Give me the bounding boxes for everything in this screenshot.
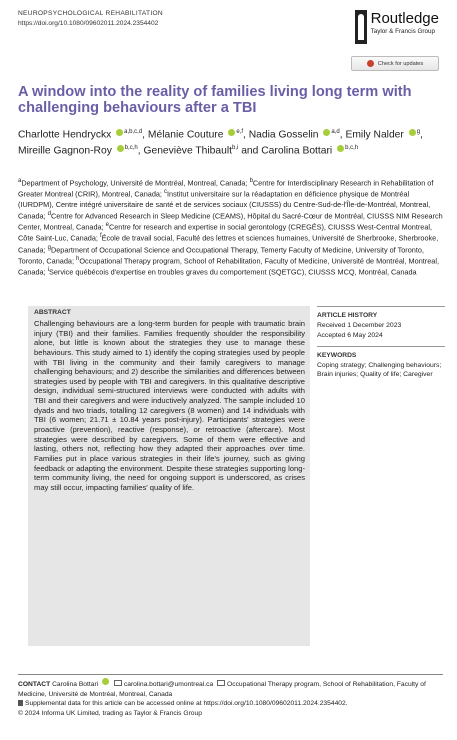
keywords-heading: KEYWORDS [317,346,445,359]
supplemental-line [18,699,443,709]
orcid-icon[interactable] [337,145,344,152]
orcid-icon[interactable] [323,129,330,136]
journal-name: NEUROPSYCHOLOGICAL REHABILITATION [18,10,163,17]
orcid-icon[interactable] [102,678,109,685]
contact-email[interactable]: carolina.bottari@umontreal.ca [123,681,214,688]
contact-address: Occupational Therapy program, School of Rehabilitation, Faculty of Medicine, Université de Montréal, Montreal, Canada [18,681,426,698]
check-for-updates-button[interactable] [351,56,439,71]
page-footer [18,674,443,718]
orcid-icon[interactable] [116,129,123,136]
check-for-updates-label: Check for updates [377,60,424,67]
routledge-logo-icon [355,10,367,44]
article-history [317,306,445,340]
abstract-text: Challenging behaviours are a long-term burden for people with traumatic brain injury (TBI) and their families. Families frequently shoulder the responsibility alone, but little is known about the strategies they use to manage these behaviours. This study aimed to 1) identify the coping strategies used by people with TBI living in the community and their family caregivers to manage challenging behaviours; and 2) describe the similarities and differences between strategies used by people with TBI and caregivers. In this qualitative descriptive design, individual semi-structured interviews were conducted with adults with TBI and their caregivers and were inductively analyzed. The sample included 10 dyads and two triads, totalling 12 caregivers (8 women) and 14 individuals with TBI (6 women; 21.71 ± 10.84 years post-injury). Participants' strategies were proactive (prevention), reactive (response), or retroactive (aftercare). Most strategies were described by caregivers. Some of them were effective and lasting, others not, reflecting how they adapted their approaches over time. Families put in place various strategies in their life's journey, such as giving feedback or adapting the environment. Despite these strategies supporting long-term community living, the need for ongoing support is underscored, as crises may still occur, impacting families' quality of life. [34,319,305,492]
contact-label: CONTACT [18,681,51,688]
accepted-date: Accepted 6 May 2024 [317,331,383,339]
crossmark-icon [367,60,374,67]
publisher-subtitle: Taylor & Francis Group [370,28,435,35]
publisher-logo [355,10,439,44]
orcid-icon[interactable] [117,145,124,152]
supplemental-icon [18,700,23,706]
affiliations: $^a$Department of Psychology, Université de Montréal, Montreal, Canada; $^b$Centre for Interdisciplinary Research in Rehabilitation of Greater Montreal (CRIR), Montreal, Canada; $^c$Institut universitaire sur la réadaptation en déficience physique de Montréal (IURDPM), Centre intégré universitaire de santé et de services sociaux (CIUSSS) du Centre-Sud-de-l'Île-de-Montréal, Montreal, Canada; $^d$Centre for Advanced Research in Sleep Medicine (CEAMS), Hôpital du Sacré-Cœur de Montréal, CIUSSS NIM Research Center, Montreal, Canada; $^e$Centre for research and expertise in social gerontology (CREGÉS), CIUSSS West-Central Montreal, Côte Saint-Luc, Canada; $^f$École de travail social, Faculté des lettres et sciences humaines, Université de Sherbrooke, Sherbrooke, Canada; $^g$Department of Occupational Science and Occupational Therapy, Temerty Faculty of Medicine, University of Toronto, Toronto, Canada; $^h$Occupational Therapy program, School of Rehabilitation, Faculty of Medicine, Université de Montréal, Montreal, Canada; $^i$Service québécois d'expertise en troubles graves du comportement (SQETGC), CIUSSS MCQ, Montréal, Canada [18,178,443,277]
keywords-list: Coping strategy; Challenging behaviours; Brain injuries; Quality of life; Caregiver [317,362,442,378]
page-header [18,10,439,35]
doi-link[interactable]: https://doi.org/10.1080/09602011.2024.2354402 [18,20,159,27]
contact-line [18,678,443,699]
article-history-heading: ARTICLE HISTORY [317,306,445,319]
email-icon [114,680,122,686]
publisher-name: Routledge [370,10,439,27]
address-icon [217,680,225,686]
supplemental-text[interactable]: Supplemental data for this article can be accessed online at https://doi.org/10.1080/09602011.2024.2354402. [25,700,348,707]
author-list: Charlotte Hendryckx $^{a,b,c,d}$, Mélanie Couture $^{e,f}$, Nadia Gosselin $^{a,d}$, Emily Nalder $^g$, Mireille Gagnon-Roy $^{b,c,h}$, Geneviève Thibault$^{b,i}$ and Carolina Bottari $^{b,c,h}$ [18,129,423,157]
orcid-icon[interactable] [228,129,235,136]
orcid-icon[interactable] [409,129,416,136]
keywords-section [317,346,445,379]
article-title: A window into the reality of families living long term with challenging behaviours after a TBI [18,84,412,116]
copyright: © 2024 Informa UK Limited, trading as Taylor & Francis Group [18,709,202,717]
abstract-heading: ABSTRACT [34,309,71,316]
contact-name: Carolina Bottari [52,681,99,688]
received-date: Received 1 December 2023 [317,322,402,329]
